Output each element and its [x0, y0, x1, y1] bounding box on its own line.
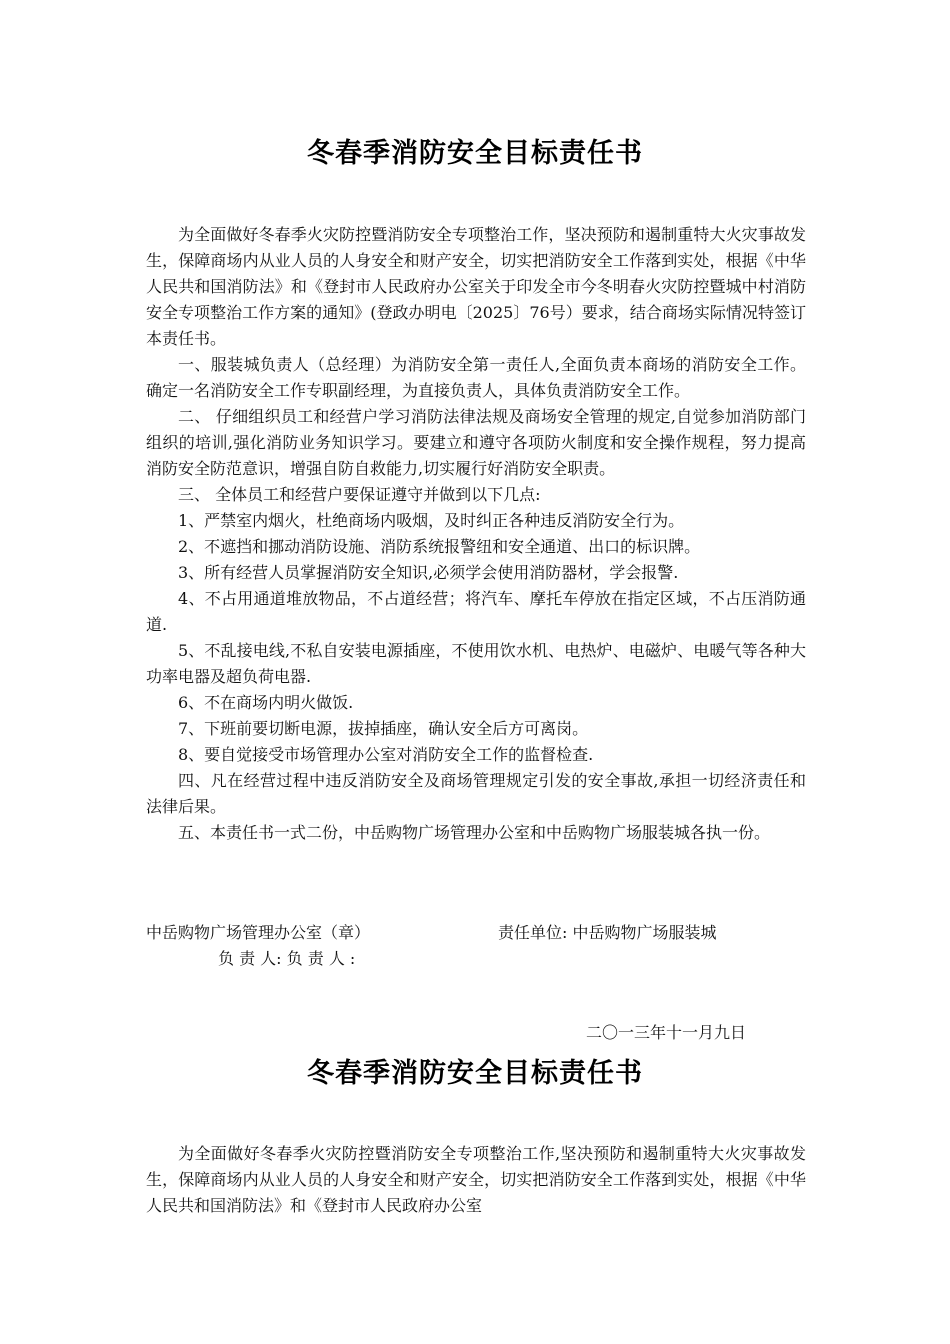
second-intro-paragraph: 为全面做好冬春季火灾防控暨消防安全专项整治工作,坚决预防和遏制重特大火灾事故发生，保障商场内从业人员的人身安全和财产安全，切实把消防安全工作落到实处，根据《中华人民共和国消防法》和《登封市人民政府办公室	[146, 1144, 806, 1215]
rule-item: 6、不在商场内明火做饭.	[178, 693, 354, 712]
document-body	[146, 222, 806, 846]
rule-item: 5、不乱接电线,不私自安装电源插座，不使用饮水机、电热炉、电磁炉、电暖气等各种大功率电器及超负荷电器.	[146, 641, 806, 686]
rule-item: 2、不遮挡和挪动消防设施、消防系统报警纽和安全通道、出口的标识牌。	[178, 537, 701, 556]
signing-date: 二〇一三年十一月九日	[586, 1023, 747, 1042]
responsible-person-line: 负 责 人: 负 责 人 :	[218, 949, 356, 968]
second-document-title: 冬春季消防安全目标责任书	[307, 1058, 643, 1089]
document-title: 冬春季消防安全目标责任书	[307, 138, 643, 169]
clause-5: 五、本责任书一式二份，中岳购物广场管理办公室和中岳购物广场服装城各执一份。	[178, 823, 771, 842]
rule-item: 7、下班前要切断电源，拔掉插座，确认安全后方可离岗。	[178, 719, 589, 738]
rule-item: 8、要自觉接受市场管理办公室对消防安全工作的监督检查.	[178, 745, 594, 764]
rule-item: 1、严禁室内烟火，杜绝商场内吸烟，及时纠正各种违反消防安全行为。	[178, 511, 685, 530]
rule-item: 4、不占用通道堆放物品，不占道经营；将汽车、摩托车停放在指定区域，不占压消防通道.	[146, 589, 806, 634]
clause-2: 二、 仔细组织员工和经营户学习消防法律法规及商场安全管理的规定,自觉参加消防部门组织的培训,强化消防业务知识学习。要建立和遵守各项防火制度和安全操作规程，努力提高消防安全防范意识，增强自防自救能力,切实履行好消防安全职责。	[146, 407, 806, 478]
second-document-body	[146, 1141, 806, 1219]
clause-1: 一、服装城负责人（总经理）为消防安全第一责任人,全面负责本商场的消防安全工作。确定一名消防安全工作专职副经理，为直接负责人，具体负责消防安全工作。	[146, 355, 806, 400]
clause-3: 三、 全体员工和经营户要保证遵守并做到以下几点:	[178, 485, 541, 504]
clause-4: 四、凡在经营过程中违反消防安全及商场管理规定引发的安全事故,承担一切经济责任和法律后果。	[146, 771, 806, 816]
rule-item: 3、所有经营人员掌握消防安全知识,必须学会使用消防器材，学会报警.	[178, 563, 679, 582]
issuing-party: 中岳购物广场管理办公室（章）	[146, 923, 371, 942]
intro-paragraph: 为全面做好冬春季火灾防控暨消防安全专项整治工作，坚决预防和遏制重特大火灾事故发生，保障商场内从业人员的人身安全和财产安全，切实把消防安全工作落到实处，根据《中华人民共和国消防法》和《登封市人民政府办公室关于印发全市今冬明春火灾防控暨城中村消防安全专项整治工作方案的通知》(登政办明电〔2025〕76号）要求，结合商场实际情况特签订本责任书。	[146, 225, 806, 348]
responsible-unit: 责任单位: 中岳购物广场服装城	[498, 923, 717, 942]
